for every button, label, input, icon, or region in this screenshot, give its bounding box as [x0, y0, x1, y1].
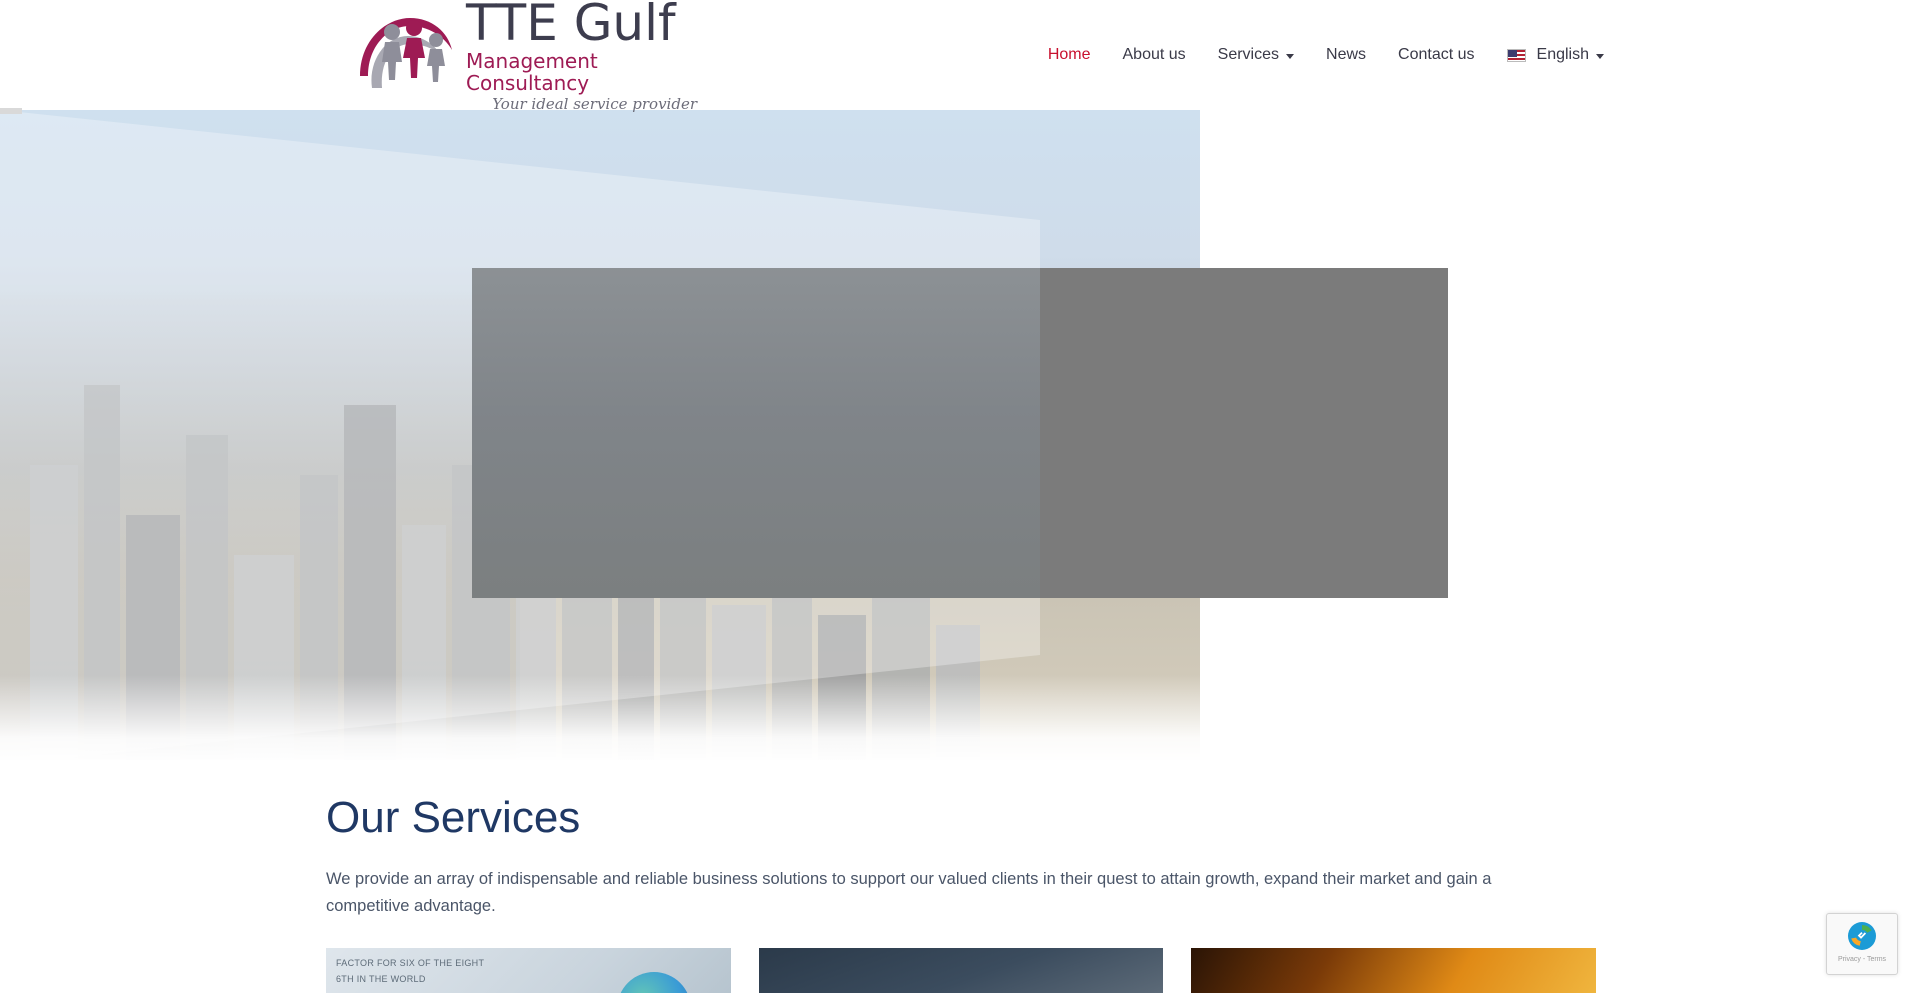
logo-title: TTE Gulf [466, 0, 676, 52]
recaptcha-terms-label[interactable]: Terms [1867, 956, 1887, 963]
nav-item-home-label: Home [1047, 46, 1091, 63]
nav-item-news-label: News [1326, 46, 1367, 63]
warehouse-logistics-image [1191, 948, 1596, 993]
chevron-down-icon [1286, 54, 1294, 59]
hero-video-placeholder[interactable] [472, 268, 1448, 598]
scroll-indicator[interactable] [0, 108, 22, 114]
hero-video-thumbnail [472, 268, 1040, 598]
nav-item-news[interactable] [1310, 46, 1382, 64]
nav-item-contact-us[interactable] [1382, 46, 1490, 64]
logo-mark-icon [352, 10, 462, 102]
nav-item-about-us[interactable] [1107, 46, 1202, 64]
services-description: We provide an array of indispensable and reliable business solutions to support our valued clients in their quest to attain growth, expand their market and gain a competitive advantage. [326, 870, 1492, 915]
recaptcha-icon [1845, 919, 1879, 953]
site-logo[interactable] [352, 0, 697, 113]
us-flag-icon [1507, 49, 1526, 62]
nav-item-services[interactable] [1202, 46, 1310, 64]
site-header [0, 0, 1920, 113]
logo-text [466, 0, 697, 113]
nav-item-contact-us-label: Contact us [1398, 46, 1475, 63]
services-card-list [326, 948, 1596, 993]
chevron-down-icon [1596, 54, 1604, 59]
service-card-caption-line2: 6TH IN THE WORLD [336, 974, 426, 984]
nav-item-services-label: Services [1217, 46, 1280, 63]
logo-tagline: Your ideal service provider [492, 95, 697, 113]
logo-subtitle: Management Consultancy [466, 49, 598, 95]
world-report-document-image [326, 948, 731, 993]
services-title: Our Services [326, 793, 581, 842]
main-navigation [1032, 0, 1620, 110]
services-section [0, 760, 1920, 993]
service-card[interactable] [759, 948, 1164, 993]
hero-bottom-fade [0, 675, 1920, 765]
recaptcha-privacy-label[interactable]: Privacy [1837, 956, 1861, 963]
recaptcha-badge[interactable] [1826, 913, 1898, 975]
hero-section [0, 110, 1920, 765]
nav-item-about-us-label: About us [1122, 46, 1186, 63]
service-card[interactable] [326, 948, 731, 993]
nav-item-home[interactable] [1032, 46, 1107, 64]
business-handshake-image [759, 948, 1164, 993]
language-switcher[interactable] [1491, 46, 1620, 64]
recaptcha-separator: - [1860, 956, 1867, 963]
recaptcha-privacy-terms[interactable] [1838, 955, 1886, 964]
service-card-caption-line1: FACTOR FOR SIX OF THE EIGHT [336, 958, 485, 968]
service-card[interactable] [1191, 948, 1596, 993]
language-label: English [1536, 46, 1589, 63]
